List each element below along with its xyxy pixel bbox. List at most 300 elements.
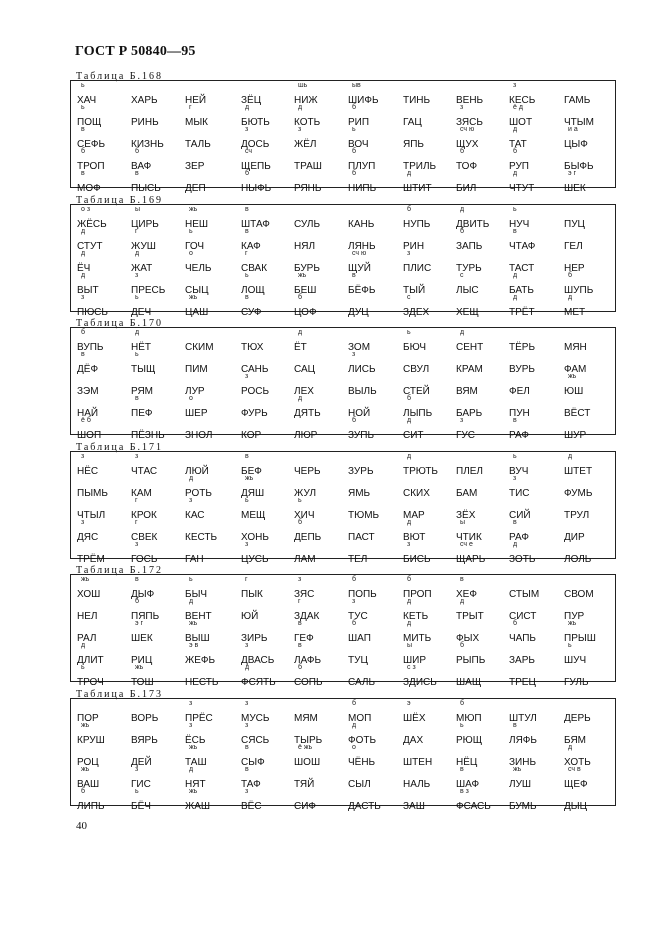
test-word: ХАЧ	[77, 95, 97, 106]
test-word: СИСТ	[509, 611, 537, 622]
test-word: РОЦ	[77, 757, 99, 768]
table-cell	[185, 151, 241, 172]
test-word: СУЛЬ	[294, 219, 321, 230]
test-word: ДЯС	[77, 532, 99, 543]
table-cell	[241, 623, 297, 644]
test-word: БИСЬ	[403, 554, 431, 565]
test-word: СВАК	[241, 263, 268, 274]
table-cell	[131, 420, 187, 441]
table-cell	[241, 228, 297, 252]
pronunciation-mark: д	[513, 294, 518, 301]
table-row	[71, 395, 615, 419]
test-word: ГАН	[185, 554, 204, 565]
test-word: ЧТУТ	[509, 183, 535, 194]
table-cell	[564, 398, 620, 419]
pronunciation-mark: в	[245, 228, 249, 235]
table-cell	[77, 104, 133, 128]
table-cell	[456, 747, 512, 768]
pronunciation-mark: д	[568, 453, 573, 460]
table-cell	[348, 744, 404, 768]
test-word: СЫЛ	[348, 779, 371, 790]
test-word: ЯПЬ	[403, 139, 424, 150]
table-cell	[294, 576, 350, 600]
pronunciation-mark: жь	[135, 664, 144, 671]
table-row	[71, 250, 615, 274]
test-word: ВЫТ	[77, 285, 99, 296]
table-cell	[509, 332, 565, 353]
test-word: ТРЁТ	[509, 307, 535, 318]
pronunciation-mark: д	[407, 417, 412, 424]
table-cell	[348, 209, 404, 230]
table-cell	[403, 791, 459, 812]
test-word: КРОК	[131, 510, 157, 521]
table-cell	[564, 253, 620, 274]
pronunciation-mark: жь	[189, 744, 198, 751]
table-cell	[509, 253, 565, 274]
test-word: ГАЦ	[403, 117, 422, 128]
test-word: КАФ	[241, 241, 261, 252]
table-cell	[348, 351, 404, 375]
table-cell	[403, 478, 459, 499]
test-word: ВЯРЬ	[131, 735, 158, 746]
pronunciation-mark: д	[513, 272, 518, 279]
test-word: СЫФ	[241, 757, 265, 768]
table-cell	[241, 601, 297, 622]
table-row	[71, 744, 615, 768]
test-word: ПУН	[509, 408, 530, 419]
test-word: ПЛЕЛ	[456, 466, 483, 477]
test-word: МЯМ	[294, 713, 318, 724]
table-cell	[403, 417, 459, 441]
test-word: ДАХ	[403, 735, 424, 746]
table-cell	[77, 272, 133, 296]
table-cell	[348, 722, 404, 746]
pronunciation-mark: б	[81, 329, 86, 336]
table-caption: Таблица Б.170	[76, 318, 164, 329]
test-word: ВУЧ	[509, 466, 529, 477]
table-cell	[403, 395, 459, 419]
test-word: ЖАТ	[131, 263, 153, 274]
table-cell	[185, 700, 241, 724]
test-word: ШАЩ	[456, 677, 482, 688]
pronunciation-mark: б	[460, 642, 465, 649]
test-word: ГЕФ	[294, 633, 314, 644]
pronunciation-mark: з	[81, 294, 85, 301]
test-word: ЦУСЬ	[241, 554, 269, 565]
table-cell	[564, 354, 620, 375]
pronunciation-mark: с з	[407, 664, 416, 671]
pronunciation-mark: э г	[135, 620, 144, 627]
test-word: НАЙ	[77, 408, 99, 419]
pronunciation-mark: в	[135, 576, 139, 583]
table-cell	[509, 519, 565, 543]
table-caption: Таблица Б.169	[76, 195, 164, 206]
table-cell	[185, 420, 241, 441]
table-cell	[294, 104, 350, 128]
pronunciation-mark: д	[189, 766, 194, 773]
test-word: ВЯМ	[456, 386, 478, 397]
table-cell	[509, 500, 565, 521]
pronunciation-mark: д	[407, 598, 412, 605]
table-cell	[348, 769, 404, 790]
test-word: ТАТ	[509, 139, 527, 150]
pronunciation-mark: жь	[568, 373, 577, 380]
pronunciation-mark: д	[568, 294, 573, 301]
pronunciation-mark: б	[407, 206, 412, 213]
table-cell	[403, 541, 459, 565]
test-word: РИН	[403, 241, 425, 252]
pronunciation-mark: ё жь	[298, 744, 313, 751]
test-word: ВОЧ	[348, 139, 369, 150]
pronunciation-mark: з	[460, 417, 464, 424]
test-word: БЕФ	[241, 466, 262, 477]
table-cell	[241, 664, 297, 688]
table-cell	[185, 456, 241, 477]
pronunciation-mark: в	[298, 642, 302, 649]
table-cell	[185, 294, 241, 318]
test-word: СВУЛ	[403, 364, 430, 375]
test-word: ФСЯТЬ	[241, 677, 276, 688]
table-cell	[348, 297, 404, 318]
test-word: КЕТЬ	[403, 611, 429, 622]
test-word: МИТЬ	[403, 633, 432, 644]
table-cell	[403, 620, 459, 644]
table-cell	[294, 354, 350, 375]
test-word: ПРЕСЬ	[131, 285, 166, 296]
test-word: НИПЬ	[348, 183, 377, 194]
test-word: ЗЕР	[185, 161, 205, 172]
table-cell	[131, 107, 187, 128]
table-row	[71, 642, 615, 666]
table-cell	[509, 376, 565, 397]
table-cell	[348, 417, 404, 441]
table-cell	[241, 85, 297, 106]
table-cell	[185, 354, 241, 375]
test-word: ПУР	[564, 611, 585, 622]
pronunciation-mark: в	[460, 766, 464, 773]
table-cell	[403, 642, 459, 666]
table-cell	[509, 766, 565, 790]
test-word: ЛУШ	[509, 779, 532, 790]
table-cell	[509, 148, 565, 172]
table-cell	[294, 598, 350, 622]
pronunciation-mark: о	[189, 395, 193, 402]
table-row	[71, 228, 615, 252]
table-cell	[185, 250, 241, 274]
test-word: ТЫРЬ	[294, 735, 323, 746]
test-word: ЧТЫЛ	[77, 510, 106, 521]
test-word: ШИР	[403, 655, 427, 666]
table-cell	[564, 544, 620, 565]
table-row	[71, 788, 615, 812]
test-word: РОТЬ	[185, 488, 212, 499]
test-word: ЖЁСЬ	[77, 219, 107, 230]
test-word: ЗОМ	[348, 342, 371, 353]
test-word: НОЙ	[348, 408, 371, 419]
test-word: ШТЕТ	[564, 466, 593, 477]
pronunciation-mark: ь	[513, 206, 517, 213]
test-word: СВОМ	[564, 589, 594, 600]
table-cell	[131, 725, 187, 746]
test-word: ПЕФ	[131, 408, 153, 419]
test-word: ЗУРЬ	[348, 466, 374, 477]
test-word: ГУЛЬ	[564, 677, 589, 688]
table-cell	[509, 722, 565, 746]
test-word: КРУШ	[77, 735, 105, 746]
table-cell	[294, 478, 350, 499]
test-word: РЯМ	[131, 386, 154, 397]
pronunciation-mark: з	[245, 541, 249, 548]
table-cell	[456, 623, 512, 644]
test-word: ТЮМЬ	[348, 510, 380, 521]
test-word: ТРОЧ	[77, 677, 104, 688]
table-cell	[564, 231, 620, 252]
test-word: ВЕНТ	[185, 611, 212, 622]
table-row	[71, 598, 615, 622]
page-header: ГОСТ Р 50840—95	[75, 44, 196, 59]
pronunciation-mark: б	[135, 148, 140, 155]
test-word: ПЫК	[241, 589, 263, 600]
table-cell	[185, 722, 241, 746]
test-word: ДЛИТ	[77, 655, 104, 666]
table-cell	[348, 398, 404, 419]
test-word: БУМЬ	[509, 801, 537, 812]
pronunciation-mark: б	[298, 519, 303, 526]
table-cell	[294, 231, 350, 252]
test-word: НЕСТЬ	[185, 677, 219, 688]
pronunciation-mark: жь	[81, 766, 90, 773]
test-word: ШУЧ	[564, 655, 587, 666]
table-cell	[294, 173, 350, 194]
test-word: ВОРЬ	[131, 713, 159, 724]
table-cell	[185, 332, 241, 353]
table-cell	[131, 497, 187, 521]
table-cell	[456, 500, 512, 521]
pronunciation-mark: ь	[245, 497, 249, 504]
test-word: МУСЬ	[241, 713, 270, 724]
test-word: ТРОП	[77, 161, 105, 172]
table-cell	[403, 231, 459, 252]
test-word: ГОСЬ	[131, 554, 158, 565]
table-cell	[403, 664, 459, 688]
test-word: ГИС	[131, 779, 151, 790]
test-word: ТУЦ	[348, 655, 368, 666]
test-word: ТРЁМ	[77, 554, 105, 565]
test-word: РИП	[348, 117, 370, 128]
table-cell	[131, 519, 187, 543]
test-word: КОТЬ	[294, 117, 321, 128]
test-word: ФЫХ	[456, 633, 480, 644]
table-cell	[77, 453, 133, 477]
table-cell	[564, 373, 620, 397]
table-cell	[456, 398, 512, 419]
test-word: БЕШ	[294, 285, 317, 296]
table-cell	[185, 576, 241, 600]
table-cell	[185, 620, 241, 644]
table-row	[71, 620, 615, 644]
test-word: НЫФЬ	[241, 183, 272, 194]
table-cell	[564, 725, 620, 746]
test-word: ДЯТЬ	[294, 408, 321, 419]
table-cell	[564, 478, 620, 499]
test-word: ЁСЬ	[185, 735, 206, 746]
pronunciation-mark: б	[81, 148, 86, 155]
test-word: ЗОТЬ	[509, 554, 536, 565]
test-word: ЗАШ	[403, 801, 425, 812]
table-cell	[294, 664, 350, 688]
pronunciation-mark: б	[135, 598, 140, 605]
pronunciation-mark: ь	[189, 576, 193, 583]
test-word: ГЕЛ	[564, 241, 583, 252]
table-cell	[456, 376, 512, 397]
test-word: ЗАПЬ	[456, 241, 483, 252]
test-word: ДЕЧ	[131, 307, 152, 318]
test-word: НЯТ	[185, 779, 206, 790]
test-word: ДЫЦ	[564, 801, 588, 812]
test-word: ТАСТ	[509, 263, 535, 274]
pronunciation-mark: з	[245, 642, 249, 649]
table-cell	[294, 209, 350, 230]
test-word: ЗИРЬ	[241, 633, 268, 644]
test-word: НУЧ	[509, 219, 530, 230]
pronunciation-mark: б	[460, 148, 465, 155]
table-cell	[348, 332, 404, 353]
test-word: ШОТ	[509, 117, 533, 128]
test-word: МОФ	[77, 183, 101, 194]
table-cell	[348, 376, 404, 397]
table-cell	[131, 541, 187, 565]
table-cell	[348, 170, 404, 194]
test-word: ДЕЙ	[131, 757, 152, 768]
test-word: ЦИРЬ	[131, 219, 159, 230]
table-cell	[509, 453, 565, 477]
pronunciation-mark: жь	[513, 766, 522, 773]
table-cell	[456, 576, 512, 600]
test-word: НЁТ	[131, 342, 152, 353]
table-cell	[403, 206, 459, 230]
test-word: ТУС	[348, 611, 368, 622]
pronunciation-mark: з	[81, 453, 85, 460]
table-cell	[509, 170, 565, 194]
table-cell	[185, 376, 241, 397]
test-word: ВЕНЬ	[456, 95, 484, 106]
test-word: НАЛЬ	[403, 779, 431, 790]
table-cell	[403, 250, 459, 274]
table-cell	[131, 376, 187, 397]
pronunciation-mark: в	[298, 620, 302, 627]
table-cell	[77, 664, 133, 688]
table-cell	[241, 522, 297, 543]
test-word: ДОСЬ	[241, 139, 270, 150]
test-word: СЕФЬ	[77, 139, 106, 150]
pronunciation-mark: жь	[298, 272, 307, 279]
table-row	[71, 170, 615, 194]
test-word: ЛАМ	[294, 554, 316, 565]
test-word: СЯСЬ	[241, 735, 270, 746]
test-word: ТАФ	[241, 779, 261, 790]
table-row	[71, 104, 615, 128]
table-cell	[403, 294, 459, 318]
pronunciation-mark: ь	[81, 664, 85, 671]
table-cell	[241, 453, 297, 477]
word-table	[70, 327, 616, 441]
pronunciation-mark: ь	[407, 329, 411, 336]
test-word: СИТ	[403, 430, 424, 441]
test-word: ЖЕФЬ	[185, 655, 216, 666]
pronunciation-mark: ь	[135, 788, 139, 795]
table-cell	[403, 329, 459, 353]
pronunciation-mark: о	[189, 250, 193, 257]
test-word: СЫЦ	[185, 285, 209, 296]
test-word: РИЦ	[131, 655, 153, 666]
test-word: ДЕПЬ	[294, 532, 322, 543]
table-cell	[185, 173, 241, 194]
pronunciation-mark: д	[189, 475, 194, 482]
table-cell	[131, 766, 187, 790]
table-cell	[509, 541, 565, 565]
table-cell	[77, 82, 133, 106]
test-word: ПИМ	[185, 364, 208, 375]
table-cell	[77, 351, 133, 375]
pronunciation-mark: ь	[81, 104, 85, 111]
test-word: СИЙ	[509, 510, 531, 521]
table-cell	[348, 126, 404, 150]
test-word: ШТАФ	[241, 219, 270, 230]
test-word: СТЫМ	[509, 589, 540, 600]
table-cell	[403, 354, 459, 375]
test-word: ДЕП	[185, 183, 206, 194]
pronunciation-mark: в	[245, 294, 249, 301]
test-word: СТУТ	[77, 241, 103, 252]
pronunciation-mark: д	[81, 272, 86, 279]
pronunciation-mark: ё д	[513, 104, 523, 111]
pronunciation-mark: в	[513, 228, 517, 235]
table-cell	[131, 228, 187, 252]
test-word: СУФ	[241, 307, 262, 318]
test-word: ЛОЩ	[241, 285, 265, 296]
test-word: БЮЧ	[403, 342, 426, 353]
test-word: ЖЁЛ	[294, 139, 317, 150]
pronunciation-mark: з	[189, 497, 193, 504]
table-cell	[348, 667, 404, 688]
test-word: ВАШ	[77, 779, 100, 790]
pronunciation-mark: з	[245, 700, 249, 707]
pronunciation-mark: д	[189, 598, 194, 605]
table-cell	[241, 148, 297, 172]
table-cell	[185, 544, 241, 565]
test-word: ПРЫШ	[564, 633, 596, 644]
test-word: ЗЁХ	[456, 510, 476, 521]
test-word: СИФ	[294, 801, 317, 812]
table-cell	[509, 620, 565, 644]
test-word: ЗЭМ	[77, 386, 99, 397]
table-cell	[509, 475, 565, 499]
test-word: ТИНЬ	[403, 95, 431, 106]
pronunciation-mark: в	[81, 126, 85, 133]
test-word: ВЫШ	[185, 633, 210, 644]
test-word: ТРУЛ	[564, 510, 590, 521]
word-table	[70, 204, 616, 318]
test-word: ЩАРЬ	[456, 554, 486, 565]
table-cell	[294, 253, 350, 274]
test-word: ШТИТ	[403, 183, 432, 194]
test-word: ЗИНЬ	[509, 757, 537, 768]
table-cell	[403, 576, 459, 600]
pronunciation-mark: з	[135, 541, 139, 548]
table-cell	[131, 703, 187, 724]
test-word: ШЕК	[131, 633, 153, 644]
table-cell	[509, 228, 565, 252]
